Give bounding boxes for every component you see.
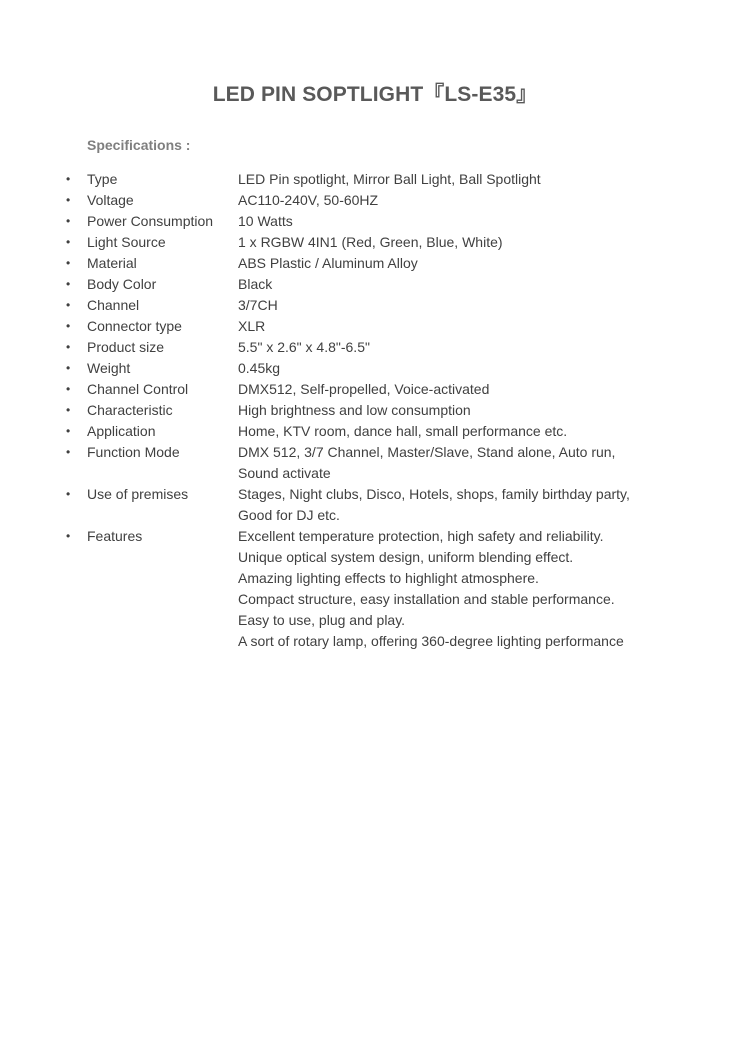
spec-value-line: Excellent temperature protection, high safety and reliability. — [238, 528, 604, 544]
spec-value-line: A sort of rotary lamp, offering 360-degree lighting performance — [238, 633, 624, 649]
spec-value-line: 3/7CH — [238, 297, 278, 313]
spec-value-line: AC110-240V, 50-60HZ — [238, 192, 379, 208]
spec-value-line: 0.45kg — [238, 360, 281, 376]
spec-row — [0, 190, 750, 211]
bullet-icon: • — [66, 235, 71, 249]
spec-label: Light Source — [87, 234, 166, 250]
spec-row — [0, 337, 750, 358]
spec-value — [238, 232, 750, 253]
spec-value — [238, 253, 750, 274]
bullet-icon: • — [66, 193, 71, 207]
spec-label: Body Color — [87, 276, 157, 292]
spec-value-line: High brightness and low consumption — [238, 402, 471, 418]
spec-row — [0, 358, 750, 379]
spec-label: Connector type — [87, 318, 182, 334]
bullet-icon: • — [66, 256, 71, 270]
bullet-icon: • — [66, 529, 71, 543]
spec-value — [238, 274, 750, 295]
spec-row — [0, 421, 750, 442]
spec-label: Channel Control — [87, 381, 189, 397]
spec-row — [0, 169, 750, 190]
bullet-icon: • — [66, 340, 71, 354]
spec-row — [0, 253, 750, 274]
spec-row — [0, 232, 750, 253]
spec-value-line: Easy to use, plug and play. — [238, 612, 406, 628]
spec-value — [238, 211, 750, 232]
spec-value-line: Good for DJ etc. — [238, 507, 340, 523]
spec-label: Type — [87, 171, 118, 187]
spec-label: Channel — [87, 297, 140, 313]
bullet-icon: • — [66, 424, 71, 438]
spec-label: Use of premises — [87, 486, 189, 502]
spec-value-line: DMX 512, 3/7 Channel, Master/Slave, Stand alone, Auto run, — [238, 444, 616, 460]
spec-value-line: Compact structure, easy installation and stable performance. — [238, 591, 615, 607]
spec-value-line: Home, KTV room, dance hall, small performance etc. — [238, 423, 568, 439]
spec-row — [0, 484, 750, 526]
spec-value — [238, 379, 750, 400]
spec-label: Function Mode — [87, 444, 180, 460]
spec-value-line: Sound activate — [238, 465, 331, 481]
spec-row — [0, 295, 750, 316]
spec-value-line: DMX512, Self-propelled, Voice-activated — [238, 381, 490, 397]
spec-value — [238, 421, 750, 442]
spec-row — [0, 274, 750, 295]
spec-row — [0, 211, 750, 232]
bullet-icon: • — [66, 487, 71, 501]
bullet-icon: • — [66, 214, 71, 228]
specifications-heading: Specifications : — [87, 137, 191, 153]
spec-value-line: Amazing lighting effects to highlight atmosphere. — [238, 570, 539, 586]
spec-row — [0, 379, 750, 400]
spec-row — [0, 442, 750, 484]
bullet-icon: • — [66, 361, 71, 375]
spec-label: Features — [87, 528, 143, 544]
spec-label: Application — [87, 423, 156, 439]
bullet-icon: • — [66, 382, 71, 396]
spec-value — [238, 295, 750, 316]
spec-label: Material — [87, 255, 137, 271]
spec-value-line: 1 x RGBW 4IN1 (Red, Green, Blue, White) — [238, 234, 503, 250]
spec-value — [238, 400, 750, 421]
spec-value — [238, 337, 750, 358]
spec-value-line: Black — [238, 276, 273, 292]
spec-value — [238, 526, 750, 652]
spec-label: Voltage — [87, 192, 134, 208]
spec-label: Weight — [87, 360, 131, 376]
spec-value-line: Unique optical system design, uniform blending effect. — [238, 549, 574, 565]
bullet-icon: • — [66, 277, 71, 291]
spec-value — [238, 169, 750, 190]
spec-label: Power Consumption — [87, 213, 214, 229]
bullet-icon: • — [66, 298, 71, 312]
spec-value-line: ABS Plastic / Aluminum Alloy — [238, 255, 418, 271]
bullet-icon: • — [66, 172, 71, 186]
spec-label: Characteristic — [87, 402, 173, 418]
spec-value — [238, 484, 750, 526]
spec-label: Product size — [87, 339, 165, 355]
spec-value-line: XLR — [238, 318, 266, 334]
spec-row — [0, 316, 750, 337]
spec-value-line: 10 Watts — [238, 213, 293, 229]
spec-value-line: 5.5" x 2.6" x 4.8"-6.5" — [238, 339, 370, 355]
bullet-icon: • — [66, 319, 71, 333]
spec-row — [0, 400, 750, 421]
bullet-icon: • — [66, 445, 71, 459]
spec-row — [0, 526, 750, 652]
bullet-icon: • — [66, 403, 71, 417]
spec-value-line: Stages, Night clubs, Disco, Hotels, shops, family birthday party, — [238, 486, 630, 502]
spec-list — [0, 169, 750, 652]
spec-value — [238, 316, 750, 337]
spec-value — [238, 358, 750, 379]
spec-value — [238, 442, 750, 484]
spec-value-line: LED Pin spotlight, Mirror Ball Light, Ball Spotlight — [238, 171, 541, 187]
spec-value — [238, 190, 750, 211]
document-title: LED PIN SOPTLIGHT『LS-E35』 — [212, 83, 538, 106]
